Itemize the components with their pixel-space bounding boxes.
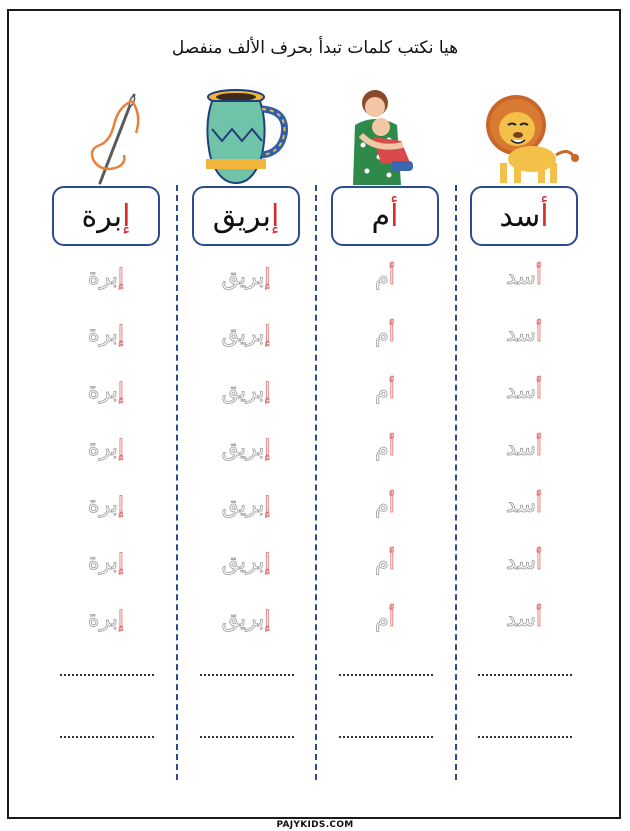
- trace-word: أسد: [505, 322, 543, 347]
- needle-thread-icon: [52, 85, 164, 187]
- trace-word: أسد: [505, 436, 543, 461]
- jug-icon: [192, 85, 304, 187]
- column-divider: [176, 185, 178, 780]
- trace-word: إبرة: [88, 493, 124, 518]
- word-rest: بريق: [212, 198, 271, 234]
- trace-word: أم: [375, 493, 395, 518]
- first-letter: إ: [122, 198, 131, 234]
- first-letter: أ: [540, 198, 549, 234]
- first-letter: أ: [390, 198, 399, 234]
- trace-word: أم: [375, 607, 395, 632]
- trace-word: أم: [375, 322, 395, 347]
- trace-word: إبرة: [88, 379, 124, 404]
- trace-word: إبريق: [221, 493, 271, 518]
- trace-word: إبريق: [221, 436, 271, 461]
- column-divider: [455, 185, 457, 780]
- trace-word: إبرة: [88, 607, 124, 632]
- writing-line[interactable]: [478, 674, 572, 676]
- trace-word: أسد: [505, 607, 543, 632]
- site-credit: PAJYKIDS.COM: [272, 820, 357, 830]
- column-divider: [315, 185, 317, 780]
- worksheet-title: هيا نكتب كلمات تبدأ بحرف الألف منفصل: [171, 38, 459, 58]
- word-rest: سد: [499, 198, 541, 234]
- writing-line[interactable]: [60, 736, 154, 738]
- writing-line[interactable]: [200, 736, 294, 738]
- trace-word: إبرة: [88, 550, 124, 575]
- trace-word: أم: [375, 265, 395, 290]
- trace-word: أسد: [505, 379, 543, 404]
- word-card: [470, 186, 578, 246]
- trace-word: أم: [375, 550, 395, 575]
- word-card: [192, 186, 300, 246]
- footer: [0, 812, 630, 831]
- trace-word: إبرة: [88, 436, 124, 461]
- word-rest: م: [371, 198, 391, 234]
- trace-word: أسد: [505, 550, 543, 575]
- writing-line[interactable]: [339, 736, 433, 738]
- writing-line[interactable]: [339, 674, 433, 676]
- word-card: [331, 186, 439, 246]
- trace-word: أم: [375, 379, 395, 404]
- writing-line[interactable]: [478, 736, 572, 738]
- writing-line[interactable]: [60, 674, 154, 676]
- trace-word: أسد: [505, 493, 543, 518]
- trace-word: إبريق: [221, 550, 271, 575]
- trace-word: أم: [375, 436, 395, 461]
- word-rest: برة: [81, 198, 123, 234]
- trace-word: أسد: [505, 265, 543, 290]
- trace-word: إبرة: [88, 322, 124, 347]
- lion-icon: [470, 85, 582, 187]
- trace-word: إبريق: [221, 379, 271, 404]
- trace-word: إبريق: [221, 322, 271, 347]
- writing-line[interactable]: [200, 674, 294, 676]
- trace-word: إبرة: [88, 265, 124, 290]
- trace-word: إبريق: [221, 265, 271, 290]
- trace-word: إبريق: [221, 607, 271, 632]
- word-card: [52, 186, 160, 246]
- first-letter: إ: [270, 198, 280, 234]
- mother-child-icon: [331, 85, 443, 187]
